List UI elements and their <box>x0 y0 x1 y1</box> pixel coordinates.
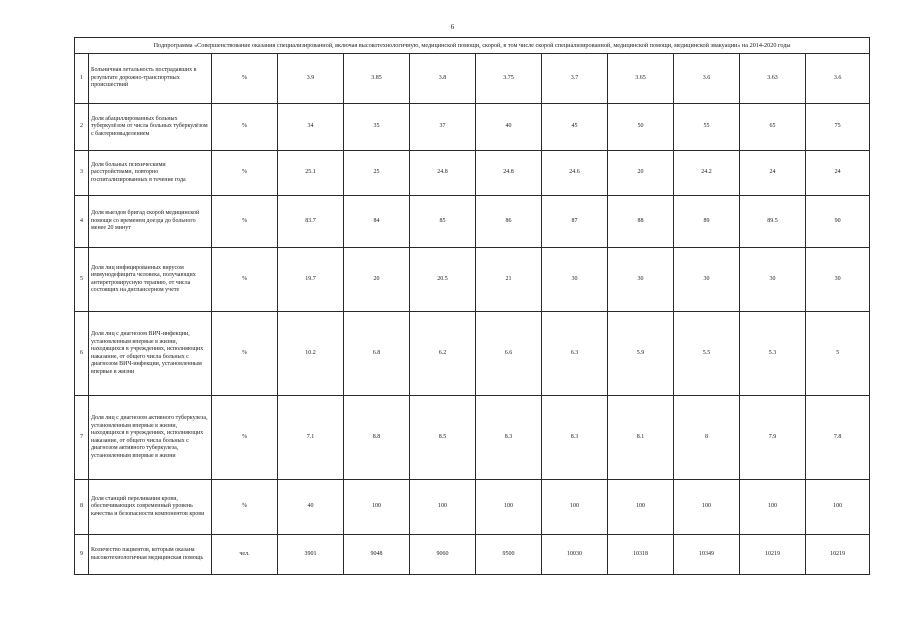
value-cell: 7.9 <box>740 396 806 480</box>
value-cell: 37 <box>410 104 476 151</box>
indicator-name: Доля лиц с диагнозом активного туберкулеза, установленным впервые в жизни, находящихся в учреждениях, исполняющих наказание, от общего числа больных с диагнозом активного туберкулеза, установленным впервые в жизни <box>89 396 212 480</box>
value-cell: 30 <box>608 248 674 312</box>
indicator-name: Доля выездов бригад скорой медицинской помощи со временем доезда до больного менее 20 минут <box>89 196 212 248</box>
value-cell: 30 <box>542 248 608 312</box>
value-cell: 10030 <box>542 535 608 575</box>
value-cell: 40 <box>476 104 542 151</box>
unit-cell: % <box>212 396 278 480</box>
table-row <box>75 104 870 151</box>
row-number: 4 <box>75 196 89 248</box>
value-cell: 10219 <box>740 535 806 575</box>
value-cell: 24.8 <box>410 151 476 196</box>
value-cell: 5.3 <box>740 312 806 396</box>
value-cell: 40 <box>278 480 344 535</box>
row-number: 5 <box>75 248 89 312</box>
value-cell: 100 <box>806 480 870 535</box>
indicator-name: Доля больных психическими расстройствами, повторно госпитализированных в течение года <box>89 151 212 196</box>
value-cell: 9048 <box>344 535 410 575</box>
indicator-name: Доля станций переливания крови, обеспечивающих современный уровень качества и безопасности компонентов крови <box>89 480 212 535</box>
unit-cell: % <box>212 312 278 396</box>
value-cell: 100 <box>476 480 542 535</box>
value-cell: 3.7 <box>542 54 608 104</box>
unit-cell: % <box>212 480 278 535</box>
value-cell: 3.8 <box>410 54 476 104</box>
table-row <box>75 535 870 575</box>
value-cell: 3.6 <box>806 54 870 104</box>
value-cell: 20 <box>608 151 674 196</box>
subprogram-title: Подпрограмма «Совершенствование оказания специализированной, включая высокотехнологичную, медицинской помощи, скорой, в том числе скорой специализированной, медицинской помощи, медицинской эвакуации» на 2014-2020 годы <box>75 38 870 54</box>
value-cell: 89 <box>674 196 740 248</box>
value-cell: 30 <box>674 248 740 312</box>
value-cell: 24.8 <box>476 151 542 196</box>
table-row <box>75 396 870 480</box>
value-cell: 3.6 <box>674 54 740 104</box>
value-cell: 87 <box>542 196 608 248</box>
indicator-name: Доля абациллированных больных туберкулёзом от числа больных туберкулёзом с бактериовыделением <box>89 104 212 151</box>
value-cell: 25 <box>344 151 410 196</box>
value-cell: 90 <box>806 196 870 248</box>
indicator-name: Больничная летальность пострадавших в результате дорожно-транспортных происшествий <box>89 54 212 104</box>
value-cell: 35 <box>344 104 410 151</box>
value-cell: 6.6 <box>476 312 542 396</box>
value-cell: 100 <box>344 480 410 535</box>
value-cell: 20 <box>344 248 410 312</box>
indicator-name: Доля лиц инфицированных вирусом иммунодефицита человека, получающих антиретровирусную терапию, от числа состоящих на диспансерном учете <box>89 248 212 312</box>
row-number: 6 <box>75 312 89 396</box>
unit-cell: % <box>212 104 278 151</box>
unit-cell: % <box>212 151 278 196</box>
value-cell: 8.3 <box>476 396 542 480</box>
unit-cell: % <box>212 196 278 248</box>
value-cell: 21 <box>476 248 542 312</box>
value-cell: 9060 <box>410 535 476 575</box>
subprogram-header-row <box>75 38 870 54</box>
value-cell: 88 <box>608 196 674 248</box>
value-cell: 30 <box>740 248 806 312</box>
value-cell: 3.65 <box>608 54 674 104</box>
value-cell: 30 <box>806 248 870 312</box>
value-cell: 5.9 <box>608 312 674 396</box>
value-cell: 45 <box>542 104 608 151</box>
row-number: 3 <box>75 151 89 196</box>
value-cell: 75 <box>806 104 870 151</box>
row-number: 9 <box>75 535 89 575</box>
indicator-name: Количество пациентов, которым оказана высокотехнологичная медицинская помощь <box>89 535 212 575</box>
value-cell: 7.1 <box>278 396 344 480</box>
value-cell: 83.7 <box>278 196 344 248</box>
value-cell: 65 <box>740 104 806 151</box>
value-cell: 3.9 <box>278 54 344 104</box>
value-cell: 8 <box>674 396 740 480</box>
value-cell: 8.3 <box>542 396 608 480</box>
value-cell: 24 <box>740 151 806 196</box>
value-cell: 86 <box>476 196 542 248</box>
row-number: 7 <box>75 396 89 480</box>
value-cell: 8.5 <box>410 396 476 480</box>
value-cell: 100 <box>608 480 674 535</box>
row-number: 2 <box>75 104 89 151</box>
table-row <box>75 248 870 312</box>
value-cell: 34 <box>278 104 344 151</box>
value-cell: 100 <box>410 480 476 535</box>
value-cell: 10318 <box>608 535 674 575</box>
value-cell: 8.1 <box>608 396 674 480</box>
value-cell: 25.1 <box>278 151 344 196</box>
value-cell: 19.7 <box>278 248 344 312</box>
value-cell: 100 <box>740 480 806 535</box>
value-cell: 10.2 <box>278 312 344 396</box>
indicator-name: Доля лиц с диагнозом ВИЧ-инфекции, установленным впервые в жизни, находящихся в учреждениях, исполняющих наказание, от общего числа больных с диагнозом ВИЧ-инфекции, установленным впервые в жизни <box>89 312 212 396</box>
value-cell: 85 <box>410 196 476 248</box>
row-number: 1 <box>75 54 89 104</box>
indicators-table <box>74 37 870 575</box>
value-cell: 100 <box>674 480 740 535</box>
value-cell: 24.2 <box>674 151 740 196</box>
table-row <box>75 151 870 196</box>
value-cell: 20.5 <box>410 248 476 312</box>
value-cell: 24 <box>806 151 870 196</box>
unit-cell: % <box>212 54 278 104</box>
value-cell: 3.63 <box>740 54 806 104</box>
value-cell: 7.8 <box>806 396 870 480</box>
value-cell: 3.85 <box>344 54 410 104</box>
value-cell: 6.8 <box>344 312 410 396</box>
value-cell: 100 <box>542 480 608 535</box>
value-cell: 6.2 <box>410 312 476 396</box>
value-cell: 10349 <box>674 535 740 575</box>
value-cell: 3.75 <box>476 54 542 104</box>
table-row <box>75 480 870 535</box>
unit-cell: чел. <box>212 535 278 575</box>
value-cell: 8.8 <box>344 396 410 480</box>
table-row <box>75 312 870 396</box>
value-cell: 55 <box>674 104 740 151</box>
value-cell: 3901 <box>278 535 344 575</box>
value-cell: 6.3 <box>542 312 608 396</box>
unit-cell: % <box>212 248 278 312</box>
value-cell: 50 <box>608 104 674 151</box>
row-number: 8 <box>75 480 89 535</box>
table-row <box>75 54 870 104</box>
page-number: 6 <box>450 23 455 31</box>
value-cell: 5.5 <box>674 312 740 396</box>
value-cell: 24.6 <box>542 151 608 196</box>
table-row <box>75 196 870 248</box>
value-cell: 5 <box>806 312 870 396</box>
value-cell: 10219 <box>806 535 870 575</box>
value-cell: 89.5 <box>740 196 806 248</box>
value-cell: 84 <box>344 196 410 248</box>
value-cell: 9500 <box>476 535 542 575</box>
